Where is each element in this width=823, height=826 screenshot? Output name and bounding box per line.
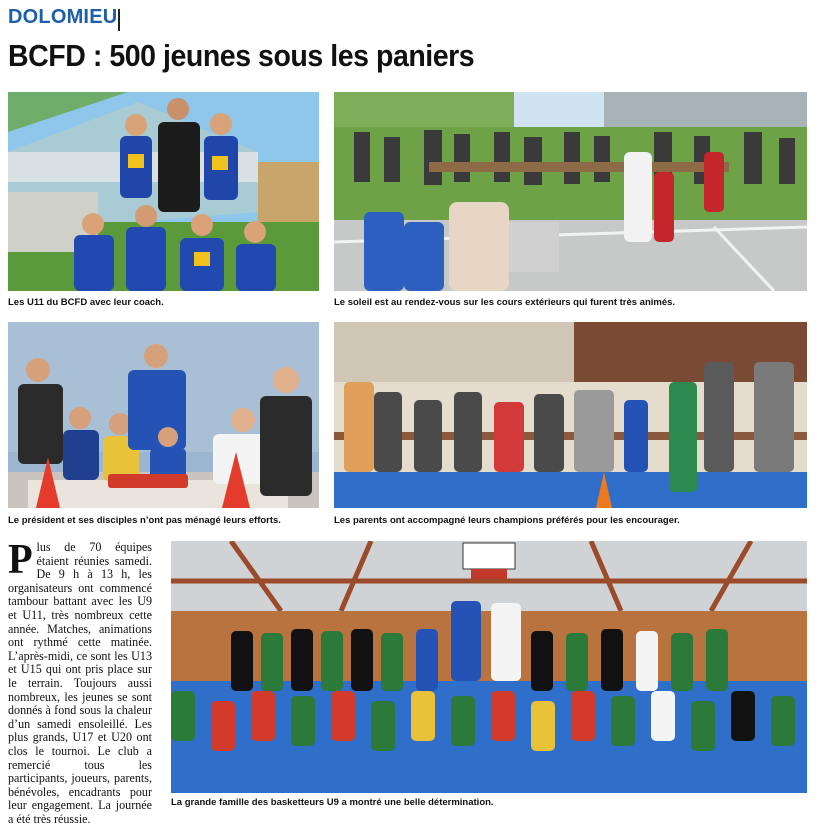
article-body	[8, 537, 152, 826]
photo-u9-group	[171, 541, 807, 793]
photo-caption: Le soleil est au rendez-vous sur les cours extérieurs qui furent très animés.	[334, 297, 676, 308]
photo-parents-stands	[334, 322, 807, 508]
photo-outdoor-courts	[334, 92, 807, 291]
photo-u11-team	[8, 92, 319, 291]
dropcap: P	[8, 537, 33, 583]
kicker-divider	[118, 9, 120, 31]
photo-caption: Le président et ses disciples n’ont pas ménagé leurs efforts.	[8, 515, 281, 526]
photo-caption: Les U11 du BCFD avec leur coach.	[8, 297, 164, 308]
photo-caption: Les parents ont accompagné leurs champions préférés pour les encourager.	[334, 515, 680, 526]
photo-caption: La grande famille des basketteurs U9 a montré une belle détermination.	[171, 797, 494, 808]
photo-president-team	[8, 322, 319, 508]
article-text: lus de 70 équipes étaient réunies samedi. De 9 h à 13 h, les organisateurs ont commencé tambour battant avec les U9 et U11, très nombreux cette année. Matches, animations ont rythmé cette matinée. L’après-midi, ce sont les U13 et U15 qui ont pris place sur le terrain. Toujours aussi nombreux, les jeunes se sont donnés à fond sous la chaleur d’un samedi ensoleillé. Les plus grands, U17 et U20 ont clos le tournoi. Le club a remercié tous les participants, joueurs, parents, bénévoles, encadrants pour leur engagement. La journée a été très réussie.	[8, 540, 152, 826]
article-headline: BCFD : 500 jeunes sous les paniers	[8, 38, 475, 73]
section-kicker: DOLOMIEU	[8, 6, 118, 28]
